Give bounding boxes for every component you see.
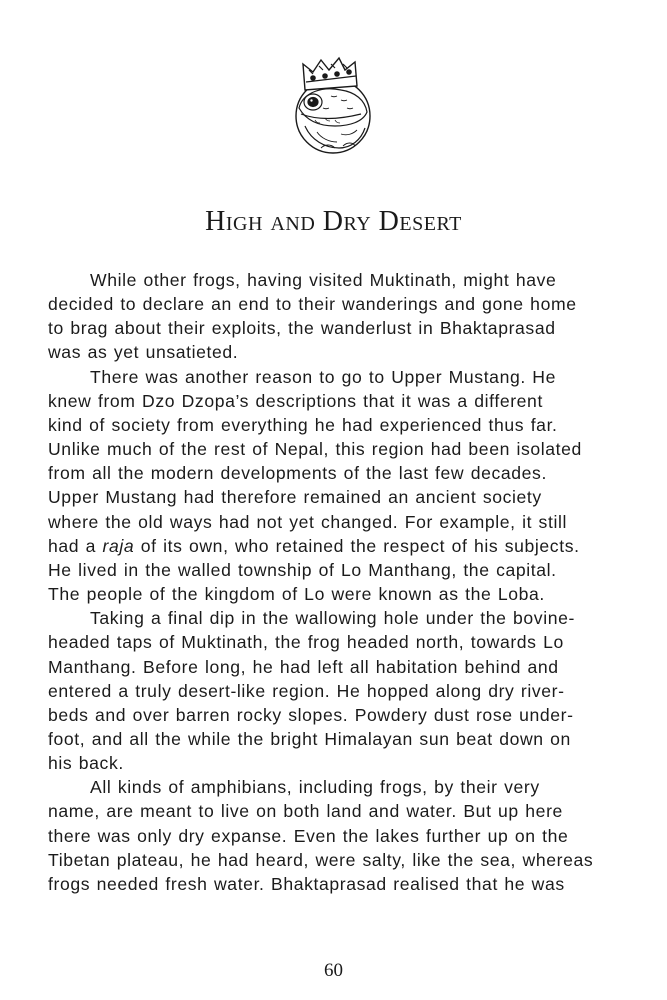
text-line: was as yet unsatieted. bbox=[48, 342, 239, 363]
text-line: from all the modern developments of the last few decades. bbox=[48, 463, 547, 484]
body-text bbox=[48, 268, 620, 896]
text-line: Taking a final dip in the wallowing hole under the bovine- bbox=[90, 608, 575, 629]
text-line: Upper Mustang had therefore remained an ancient society bbox=[48, 487, 542, 508]
text-line: There was another reason to go to Upper Mustang. He bbox=[90, 366, 556, 387]
text-line: Tibetan plateau, he had heard, were salty, like the sea, whereas bbox=[48, 849, 594, 870]
text-fragment: of its own, who retained the respect of his subjects. bbox=[134, 535, 580, 556]
text-line: foot, and all the while the bright Himalayan sun beat down on bbox=[48, 728, 571, 749]
text-line: Unlike much of the rest of Nepal, this region had been isolated bbox=[48, 439, 582, 460]
page-number: 60 bbox=[324, 960, 343, 981]
text-line: While other frogs, having visited Muktinath, might have bbox=[90, 270, 557, 290]
chapter-title: High and Dry Desert bbox=[205, 206, 462, 237]
text-line-with-italic bbox=[48, 534, 620, 558]
crowned-frog-emblem-icon bbox=[291, 56, 375, 160]
text-line: He lived in the walled township of Lo Manthang, the capital. bbox=[48, 559, 557, 580]
text-line: Manthang. Before long, he had left all habitation behind and bbox=[48, 656, 559, 677]
text-line: entered a truly desert-like region. He hopped along dry river- bbox=[48, 680, 565, 701]
text-line: name, are meant to live on both land and water. But up here bbox=[48, 801, 563, 822]
italic-word: raja bbox=[102, 535, 135, 556]
text-line: beds and over barren rocky slopes. Powdery dust rose under- bbox=[48, 704, 574, 725]
text-line: his back. bbox=[48, 753, 124, 774]
text-line: All kinds of amphibians, including frogs, by their very bbox=[90, 777, 540, 798]
text-line: frogs needed fresh water. Bhaktaprasad realised that he was bbox=[48, 873, 565, 894]
text-line: The people of the kingdom of Lo were known as the Loba. bbox=[48, 584, 545, 605]
text-line: where the old ways had not yet changed. For example, it still bbox=[48, 511, 567, 532]
text-line: to brag about their exploits, the wanderlust in Bhaktaprasad bbox=[48, 318, 556, 339]
text-line: headed taps of Muktinath, the frog headed north, towards Lo bbox=[48, 632, 564, 653]
text-line: knew from Dzo Dzopa’s descriptions that it was a different bbox=[48, 390, 543, 411]
text-fragment: had a bbox=[48, 535, 103, 556]
text-line: decided to declare an end to their wanderings and gone home bbox=[48, 294, 577, 315]
text-line: there was only dry expanse. Even the lakes further up on the bbox=[48, 825, 569, 846]
text-line: kind of society from everything he had experienced thus far. bbox=[48, 414, 558, 435]
